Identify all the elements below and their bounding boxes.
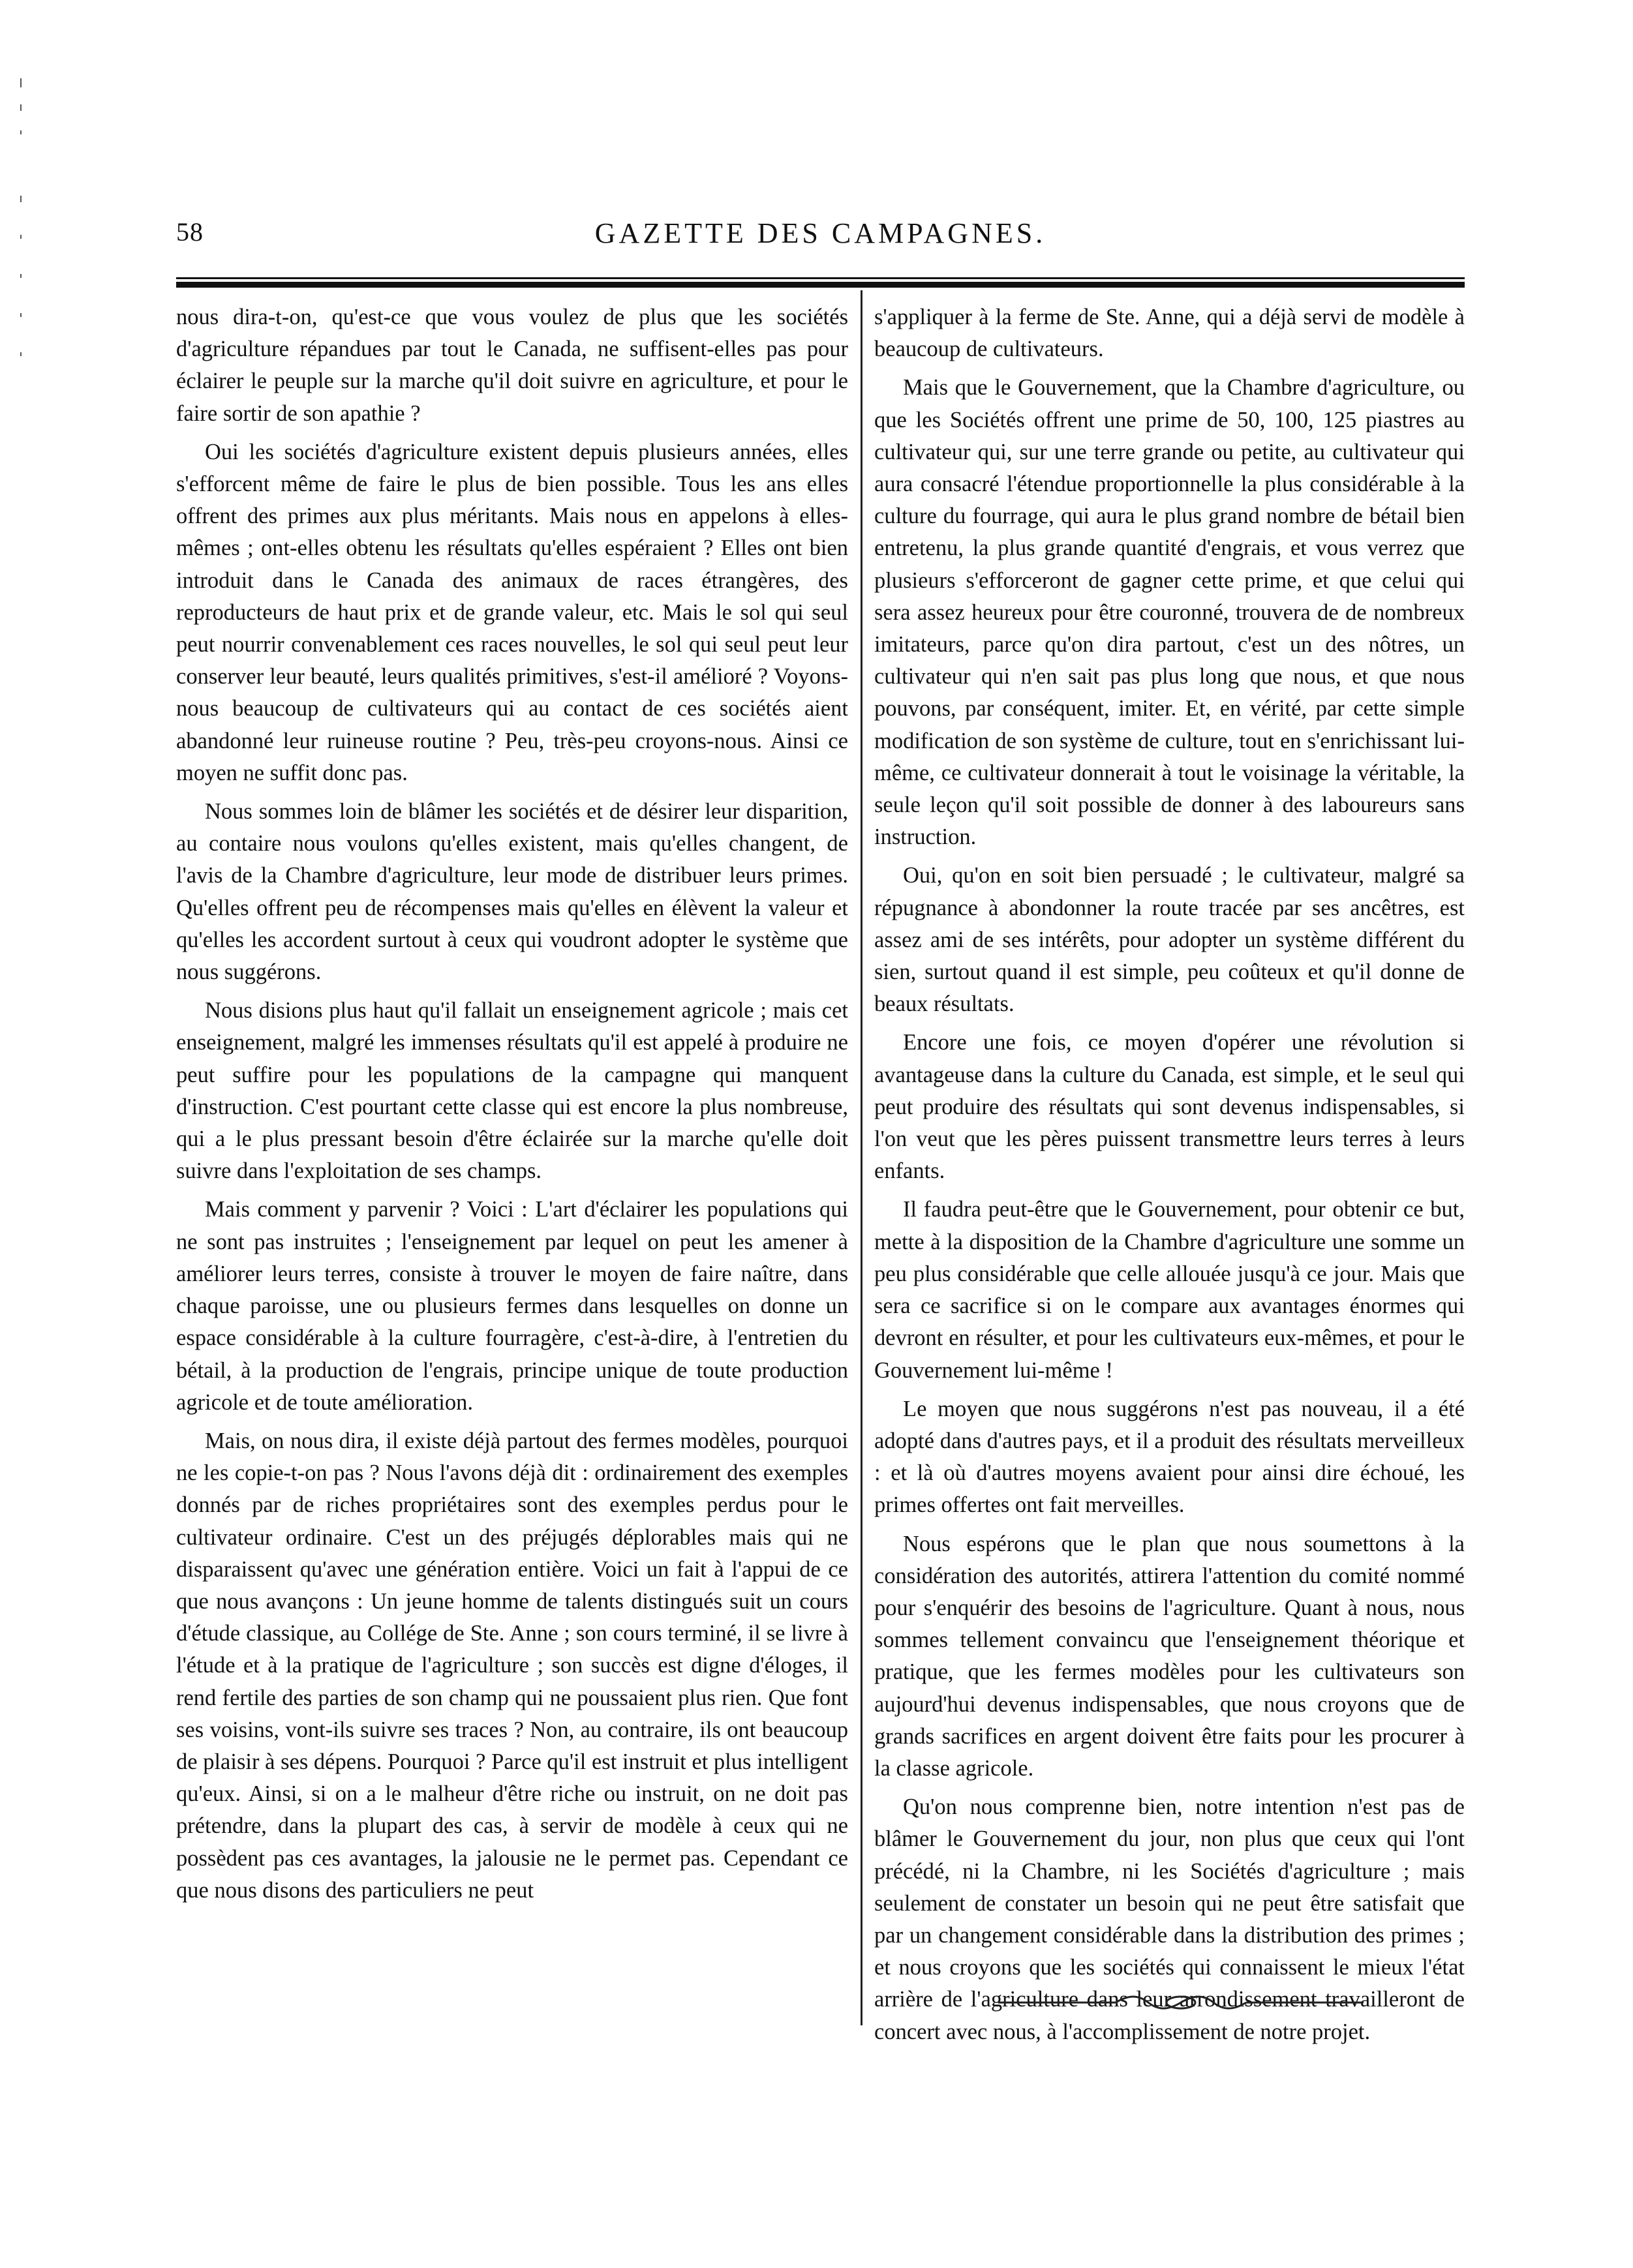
paragraph: Il faudra peut-être que le Gouvernement, pour obtenir ce but, mette à la disposition de la Chambre d'agriculture une somme un peu plus considérable que celle allouée jusqu'à ce jour. Mais que sera ce sacrifice si on le compare aux avantages énormes qui devront en résulter, et pour les cultivateurs eux-mêmes, et pour le Gouvernement lui-même ! <box>874 1197 1465 1383</box>
paragraph: s'appliquer à la ferme de Ste. Anne, qui a déjà servi de modèle à beaucoup de cultivateurs. <box>874 305 1465 362</box>
page-number: 58 <box>176 217 204 247</box>
paragraph: Nous espérons que le plan que nous soumettons à la considération des autorités, attirera l'attention du comité nommé pour s'enquérir des besoins de l'agriculture. Quant à nous, nous sommes tellement convaincu que l'enseignement théorique et pratique, que les fermes modèles pour les cultivateurs son aujourd'hui devenus indispensables, que nous croyons que de grands sacrifices en argent doivent être faits pour les procurer à la classe agricole. <box>874 1531 1465 1781</box>
paragraph: nous dira-t-on, qu'est-ce que vous voulez de plus que les sociétés d'agriculture répandues par tout le Canada, ne suffisent-elles pas pour éclairer le peuple sur la marche qu'il doit suivre en agriculture, et pour le faire sortir de son apathie ? <box>176 305 848 426</box>
paragraph: Mais que le Gouvernement, que la Chambre d'agriculture, ou que les Sociétés offrent une prime de 50, 100, 125 piastres au cultivateur qui, sur une terre grande ou petite, au cultivateur qui aura consacré l'étendue proportionnelle la plus considérable à la culture du fourrage, qui aura le plus grand nombre de bétail bien entretenu, la plus grande quantité d'engrais, et vous verrez que plusieurs s'efforceront de gagner cette prime, et que celui qui sera assez heureux pour être couronné, trouvera de de nombreux imitateurs, parce qu'on dira partout, c'est un des nôtres, un cultivateur qui n'en sait pas plus long que nous, et que nous pouvons, par conséquent, imiter. Et, en vérité, par cette simple modification de son système de culture, tout en s'enrichissant lui-même, ce cultivateur donnerait à tout le voisinage la véritable, la seule leçon qu'il soit possible de donner à des laboureurs sans instruction. <box>874 375 1465 850</box>
left-column <box>176 301 848 1913</box>
right-column <box>874 301 1465 2055</box>
margin-specks <box>20 78 23 404</box>
end-ornament <box>998 1989 1364 2016</box>
running-title: GAZETTE DES CAMPAGNES. <box>594 217 1046 249</box>
paragraph: Mais comment y parvenir ? Voici : L'art d'éclairer les populations qui ne sont pas instruites ; l'enseignement par lequel on peut les amener à améliorer leurs terres, consiste à trouver le moyen de faire naître, dans chaque paroisse, une ou plusieurs fermes dans lesquelles on donne un espace considérable à la culture fourragère, c'est-à-dire, à l'entretien du bétail, à la production de l'engrais, principe unique de toute production agricole et de toute amélioration. <box>176 1197 848 1415</box>
paragraph: Mais, on nous dira, il existe déjà partout des fermes modèles, pourquoi ne les copie-t-on pas ? Nous l'avons déjà dit : ordinairement des exemples donnés par de riches propriétaires sont des exemples perdus pour le cultivateur ordinaire. C'est un des préjugés déplorables mais qui ne disparaissent qu'avec une génération entière. Voici un fait à l'appui de ce que nous avançons : Un jeune homme de talents distingués suit un cours d'étude classique, au Collége de Ste. Anne ; son cours terminé, il se livre à l'étude et à la pratique de l'agriculture ; son succès est digne d'éloges, il rend fertile des parties de son champ qui ne poussaient plus rien. Que font ses voisins, vont-ils suivre ses traces ? Non, au contraire, ils ont beaucoup de plaisir à ses dépens. Pourquoi ? Parce qu'il est instruit et plus intelligent qu'eux. Ainsi, si on a le malheur d'être riche ou instruit, on ne doit pas prétendre, dans la plupart des cas, à servir de modèle à ceux qui ne possèdent pas ces avantages, la jalousie ne le permet pas. Cependant ce que nous disons des particuliers ne peut <box>176 1428 848 1903</box>
header-rule-thin <box>176 277 1465 279</box>
paragraph: Nous disions plus haut qu'il fallait un enseignement agricole ; mais cet enseignement, malgré les immenses résultats qu'il est appelé à produire ne peut suffire pour les populations de la campagne qui manquent d'instruction. C'est pourtant cette classe qui est encore la plus nombreuse, qui a le plus pressant besoin d'être éclairée sur la marche qu'elle doit suivre dans l'exploitation de ses champs. <box>176 998 848 1184</box>
column-divider <box>861 290 862 2025</box>
paragraph: Oui les sociétés d'agriculture existent depuis plusieurs années, elles s'efforcent même de faire le plus de bien possible. Tous les ans elles offrent des primes aux plus méritants. Mais nous en appelons à elles-mêmes ; ont-elles obtenu les résultats qu'elles espéraient ? Elles ont bien introduit dans le Canada des animaux de races étrangères, des reproducteurs de haut prix et de grande valeur, etc. Mais le sol qui seul peut nourrir convenablement ces races nouvelles, le sol qui seul peut leur conserver leur beauté, leurs qualités primitives, s'est-il amélioré ? Voyons-nous beaucoup de cultivateurs qui au contact de ces sociétés aient abandonné leur ruineuse routine ? Peu, très-peu croyons-nous. Ainsi ce moyen ne suffit donc pas. <box>176 439 848 785</box>
page-header <box>176 217 1465 269</box>
paragraph: Nous sommes loin de blâmer les sociétés et de désirer leur disparition, au contaire nous voulons qu'elles existent, mais qu'elles changent, de l'avis de la Chambre d'agriculture, leur mode de distribuer leurs primes. Qu'elles offrent peu de récompenses mais qu'elles en élèvent la valeur et qu'elles les accordent surtout à ceux qui voudront adopter le système que nous suggérons. <box>176 799 848 985</box>
paragraph: Encore une fois, ce moyen d'opérer une révolution si avantageuse dans la culture du Canada, est simple, et le seul qui peut produire des résultats qui sont devenus indispensables, si l'on veut que les pères puissent transmettre leurs terres à leurs enfants. <box>874 1030 1465 1184</box>
paragraph: Le moyen que nous suggérons n'est pas nouveau, il a été adopté dans d'autres pays, et il a produit des résultats merveilleux : et là où d'autres moyens avaient pour ainsi dire échoué, les primes offertes ont fait merveilles. <box>874 1396 1465 1518</box>
paragraph: Qu'on nous comprenne bien, notre intention n'est pas de blâmer le Gouvernement du jour, non plus que ceux qui l'ont précédé, ni la Chambre, ni les Sociétés d'agriculture ; mais seulement de constater un besoin qui ne peut être satisfait que par un changement considérable dans la distribution des primes ; et nous croyons que les sociétés qui connaissent le mieux l'état arrière de l'agriculture dans leur arrondissement travailleront de concert avec nous, à l'accomplissement de notre projet. <box>874 1794 1465 2044</box>
paragraph: Oui, qu'on en soit bien persuadé ; le cultivateur, malgré sa répugnance à abondonner la route tracée par ses ancêtres, est assez ami de ses intérêts, pour adopter un système différent du sien, surtout quand il est simple, peu coûteux et qu'il donne de beaux résultats. <box>874 863 1465 1017</box>
header-rule-thick <box>176 282 1465 288</box>
